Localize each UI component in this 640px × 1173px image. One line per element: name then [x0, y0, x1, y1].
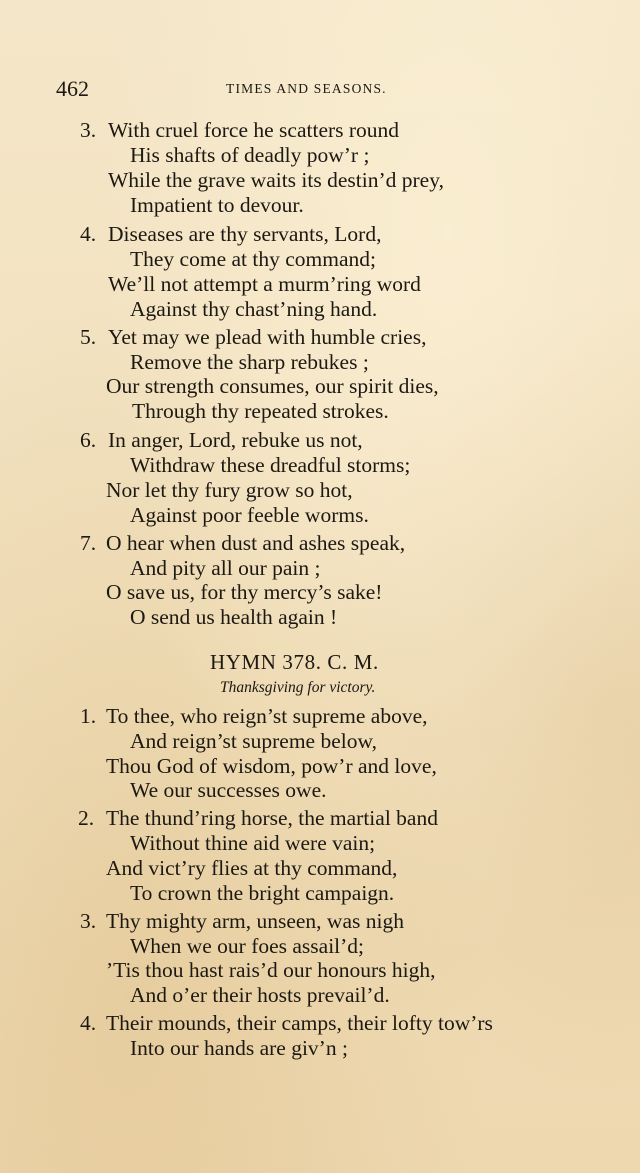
verse-line: The thund’ring horse, the martial band: [106, 806, 438, 830]
verse-line: In anger, Lord, rebuke us not,: [108, 428, 363, 452]
verse-line: Their mounds, their camps, their lofty tow’rs: [106, 1011, 493, 1035]
verse-number: 6.: [80, 428, 97, 452]
verse-line: And reign’st supreme below,: [130, 729, 377, 753]
verse-line: And pity all our pain ;: [130, 556, 321, 580]
verse-number: 3.: [80, 118, 97, 142]
verse-number: 2.: [78, 806, 95, 830]
hymn-heading: HYMN 378. C. M.: [210, 650, 379, 674]
verse-line: With cruel force he scatters round: [108, 118, 400, 142]
verse-number: 7.: [80, 531, 97, 555]
verse-line: Thou God of wisdom, pow’r and love,: [106, 754, 437, 778]
verse-line: We’ll not attempt a murm’ring word: [108, 272, 421, 296]
verse-line: To thee, who reign’st supreme above,: [106, 704, 428, 728]
page-number: 462: [56, 76, 89, 101]
verse-number: 3.: [80, 909, 97, 933]
page-header: [56, 76, 586, 102]
hymn-subtitle: Thanksgiving for victory.: [220, 679, 376, 696]
verse-number: 5.: [80, 325, 97, 349]
verse-line: Against thy chast’ning hand.: [130, 297, 378, 321]
verse-line: ’Tis thou hast rais’d our honours high,: [106, 958, 436, 982]
verse-line: When we our foes assail’d;: [130, 934, 365, 958]
verse-line: Into our hands are giv’n ;: [130, 1036, 348, 1060]
verse-line: While the grave waits its destin’d prey,: [108, 168, 444, 192]
running-title: TIMES AND SEASONS.: [226, 81, 387, 96]
verse-line: Yet may we plead with humble cries,: [108, 325, 427, 349]
verse-line: O hear when dust and ashes speak,: [106, 531, 406, 555]
verse-line: They come at thy command;: [130, 247, 376, 271]
verse-line: Our strength consumes, our spirit dies,: [106, 374, 439, 398]
verse-line: Through thy repeated strokes.: [132, 399, 389, 423]
verse-line: Thy mighty arm, unseen, was nigh: [106, 909, 404, 933]
verse-line: Against poor feeble worms.: [130, 503, 369, 527]
verse-line: Without thine aid were vain;: [130, 831, 376, 855]
verse-line: Impatient to devour.: [130, 193, 304, 217]
verse-number: 1.: [80, 704, 97, 728]
verse-line: Remove the sharp rebukes ;: [130, 350, 369, 374]
verse-line: Withdraw these dreadful storms;: [130, 453, 411, 477]
verse-line: O save us, for thy mercy’s sake!: [106, 580, 383, 604]
verse-line: O send us health again !: [130, 605, 338, 629]
verse-line: And vict’ry flies at thy command,: [106, 856, 398, 880]
verse-line: And o’er their hosts prevail’d.: [130, 983, 390, 1007]
verse-line: Nor let thy fury grow so hot,: [106, 478, 353, 502]
verse-line: Diseases are thy servants, Lord,: [108, 222, 382, 246]
verse-line: We our successes owe.: [130, 778, 327, 802]
verse-number: 4.: [80, 222, 97, 246]
verse-number: 4.: [80, 1011, 97, 1035]
verse-line: To crown the bright campaign.: [130, 881, 395, 905]
verse-line: His shafts of deadly pow’r ;: [130, 143, 370, 167]
